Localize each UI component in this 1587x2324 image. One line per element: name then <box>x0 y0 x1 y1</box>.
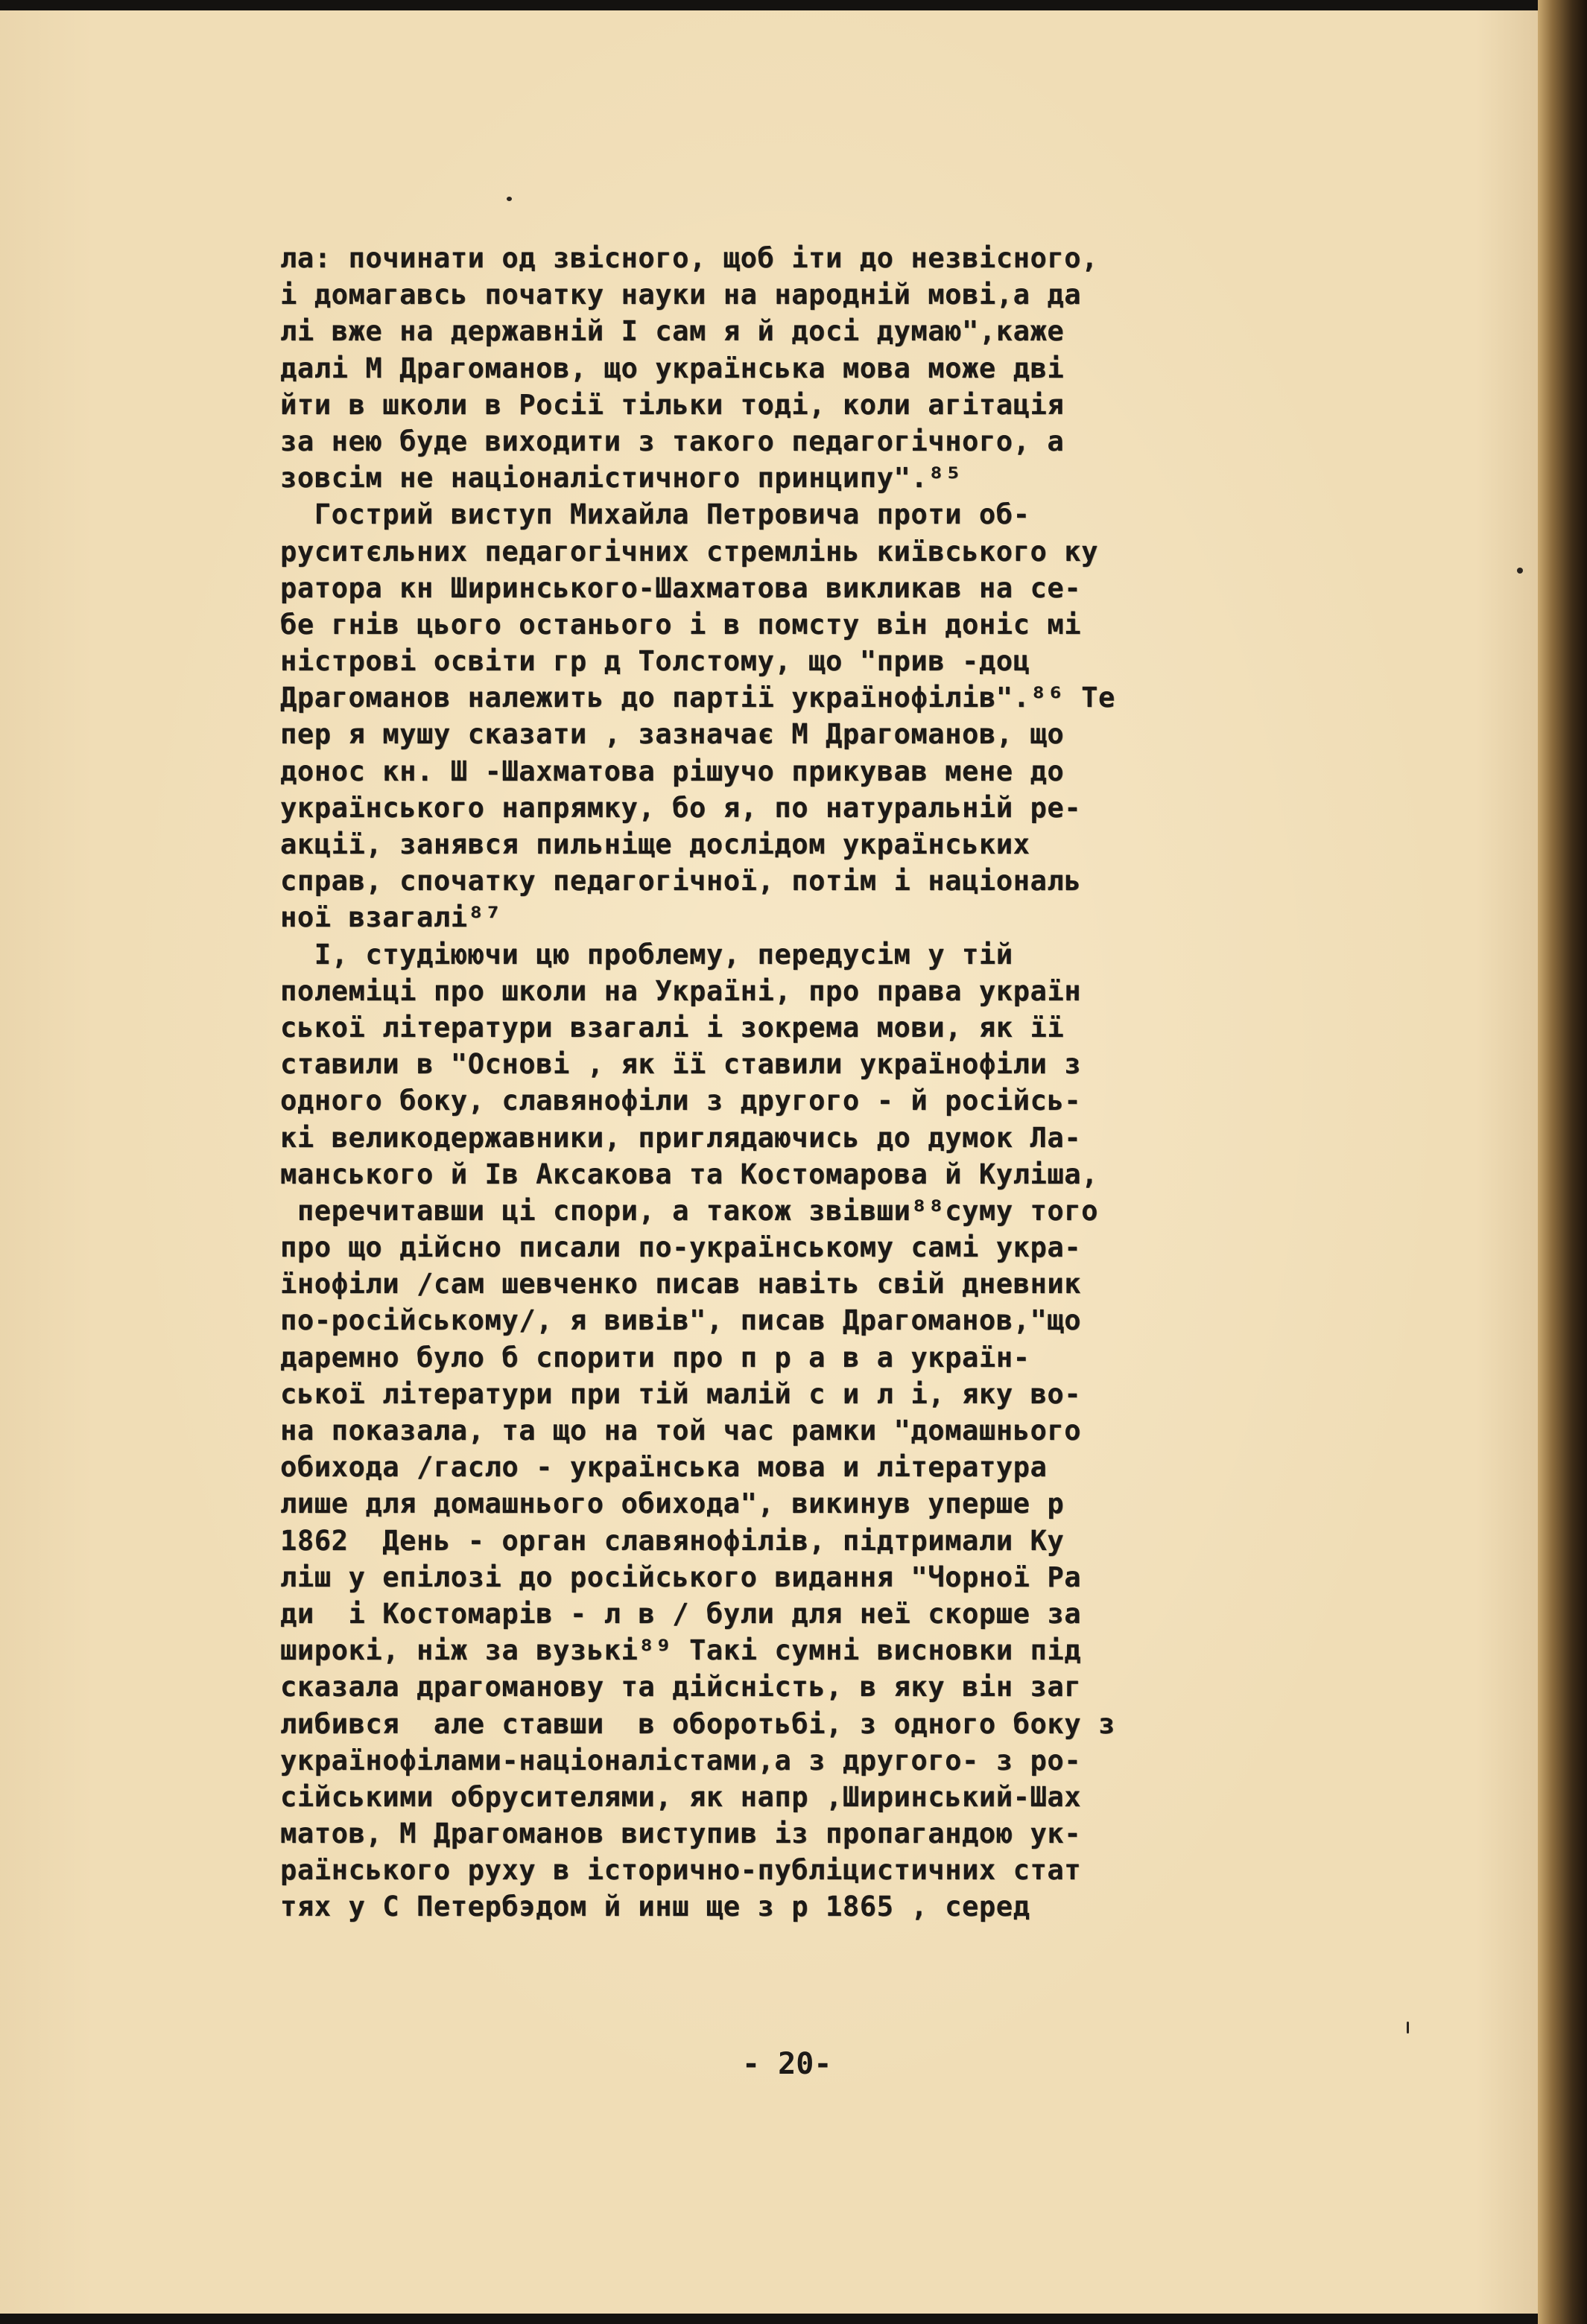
text-line: по-російському/, я вивів", писав Драгоманов,"що <box>280 1304 1082 1337</box>
text-line: одного боку, славянофіли з другого - й російсь- <box>280 1085 1082 1117</box>
text-line: ної взагалі⁸⁷ <box>280 901 502 934</box>
text-line: українського напрямку, бо я, по натуральній ре- <box>280 791 1082 824</box>
text-line: ди і Костомарів - л в / були для неї скорше за <box>280 1597 1082 1630</box>
text-line: сказала драгоманову та дійсність, в яку він заг <box>280 1671 1082 1704</box>
text-line: даремно було б спорити про п р а в а україн- <box>280 1341 1030 1374</box>
text-line: манського й Ів Аксакова та Костомарова й Куліша, <box>280 1158 1099 1190</box>
text-line: раїнського руху в історично-публіцистичних стат <box>280 1854 1082 1887</box>
text-line: ла: починати од звісного, щоб іти до незвісного, <box>280 242 1099 274</box>
text-line: ністрові освіти гр д Толстому, що "прив -доц <box>280 645 1030 678</box>
text-line: ської літератури взагалі і зокрема мови, як її <box>280 1011 1065 1044</box>
text-line: матов, М Драгоманов виступив із пропагандою ук- <box>280 1817 1082 1850</box>
text-line: за нею буде виходити з такого педагогічного, а <box>280 425 1065 457</box>
ink-speck <box>507 197 512 201</box>
text-line: руситєльних педагогічних стремлінь київського ку <box>280 535 1099 568</box>
text-line: ліш у епілозі до російського видання "Чорної Ра <box>280 1561 1082 1593</box>
text-line: перечитавши ці спори, а також звівши⁸⁸суму того <box>280 1194 1099 1227</box>
text-line: далі М Драгоманов, що українська мова може дві <box>280 352 1065 384</box>
text-line: ставили в "Основі , як її ставили українофіли з <box>280 1048 1082 1081</box>
ink-speck <box>1407 2022 1409 2034</box>
text-line: українофілами-націоналістами,а з другого- з ро- <box>280 1744 1082 1777</box>
page-number: - 20- <box>742 2047 832 2081</box>
text-line: ської літератури при тій малій с и л і, яку во- <box>280 1377 1082 1410</box>
text-line: Драгоманов належить до партії українофілів".⁸⁶ Те <box>280 682 1115 714</box>
text-line: донос кн. Ш -Шахматова рішучо прикував мене до <box>280 755 1065 787</box>
text-line: йти в школи в Росії тільки тоді, коли агітація <box>280 388 1065 421</box>
text-line: пер я мушу сказати , зазначає М Драгоманов, що <box>280 718 1065 751</box>
text-line: акції, занявся пильніще дослідом українських <box>280 828 1030 860</box>
text-line: 1862 День - орган славянофілів, підтримали Ку <box>280 1524 1065 1557</box>
text-line: сійськими обрусителями, як напр ,Ширинський-Шах <box>280 1780 1082 1813</box>
text-line: ратора кн Ширинського-Шахматова викликав на се- <box>280 571 1082 604</box>
text-line: широкі, ніж за вузькі⁸⁹ Такі сумні висновки під <box>280 1634 1082 1667</box>
text-line: кі великодержавники, приглядаючись до думок Ла- <box>280 1121 1082 1154</box>
text-line: лі вже на державній І сам я й досі думаю",каже <box>280 315 1065 348</box>
text-line: Гострий виступ Михайла Петровича проти об- <box>280 498 1030 531</box>
ink-speck <box>1517 568 1523 574</box>
text-line: либився але ставши в оборотьбі, з одного боку з <box>280 1707 1115 1740</box>
text-line: обихода /гасло - українська мова и література <box>280 1451 1048 1484</box>
body-text <box>280 240 1472 1925</box>
text-line: їнофіли /сам шевченко писав навіть свій дневник <box>280 1268 1082 1301</box>
text-line: на показала, та що на той час рамки "домашнього <box>280 1415 1082 1447</box>
book-spine-edge <box>1538 0 1587 2324</box>
text-line: І, студіюючи цю проблему, передусім у тій <box>280 938 1013 971</box>
text-line: тях у С Петербэдом й инш ще з р 1865 , серед <box>280 1890 1030 1923</box>
text-line: полеміці про школи на Україні, про права україн <box>280 974 1082 1007</box>
text-line: про що дійсно писали по-українському самі укра- <box>280 1231 1082 1264</box>
text-line: лише для домашнього обихода", викинув уперше р <box>280 1488 1065 1520</box>
text-line: зовсім не націоналістичного принципу".⁸⁵ <box>280 462 963 495</box>
text-line: бе гнів цього останього і в помсту він доніс мі <box>280 608 1082 641</box>
text-line: справ, спочатку педагогічної, потім і національ <box>280 865 1082 898</box>
text-line: і домагавсь початку науки на народній мові,а да <box>280 279 1082 311</box>
